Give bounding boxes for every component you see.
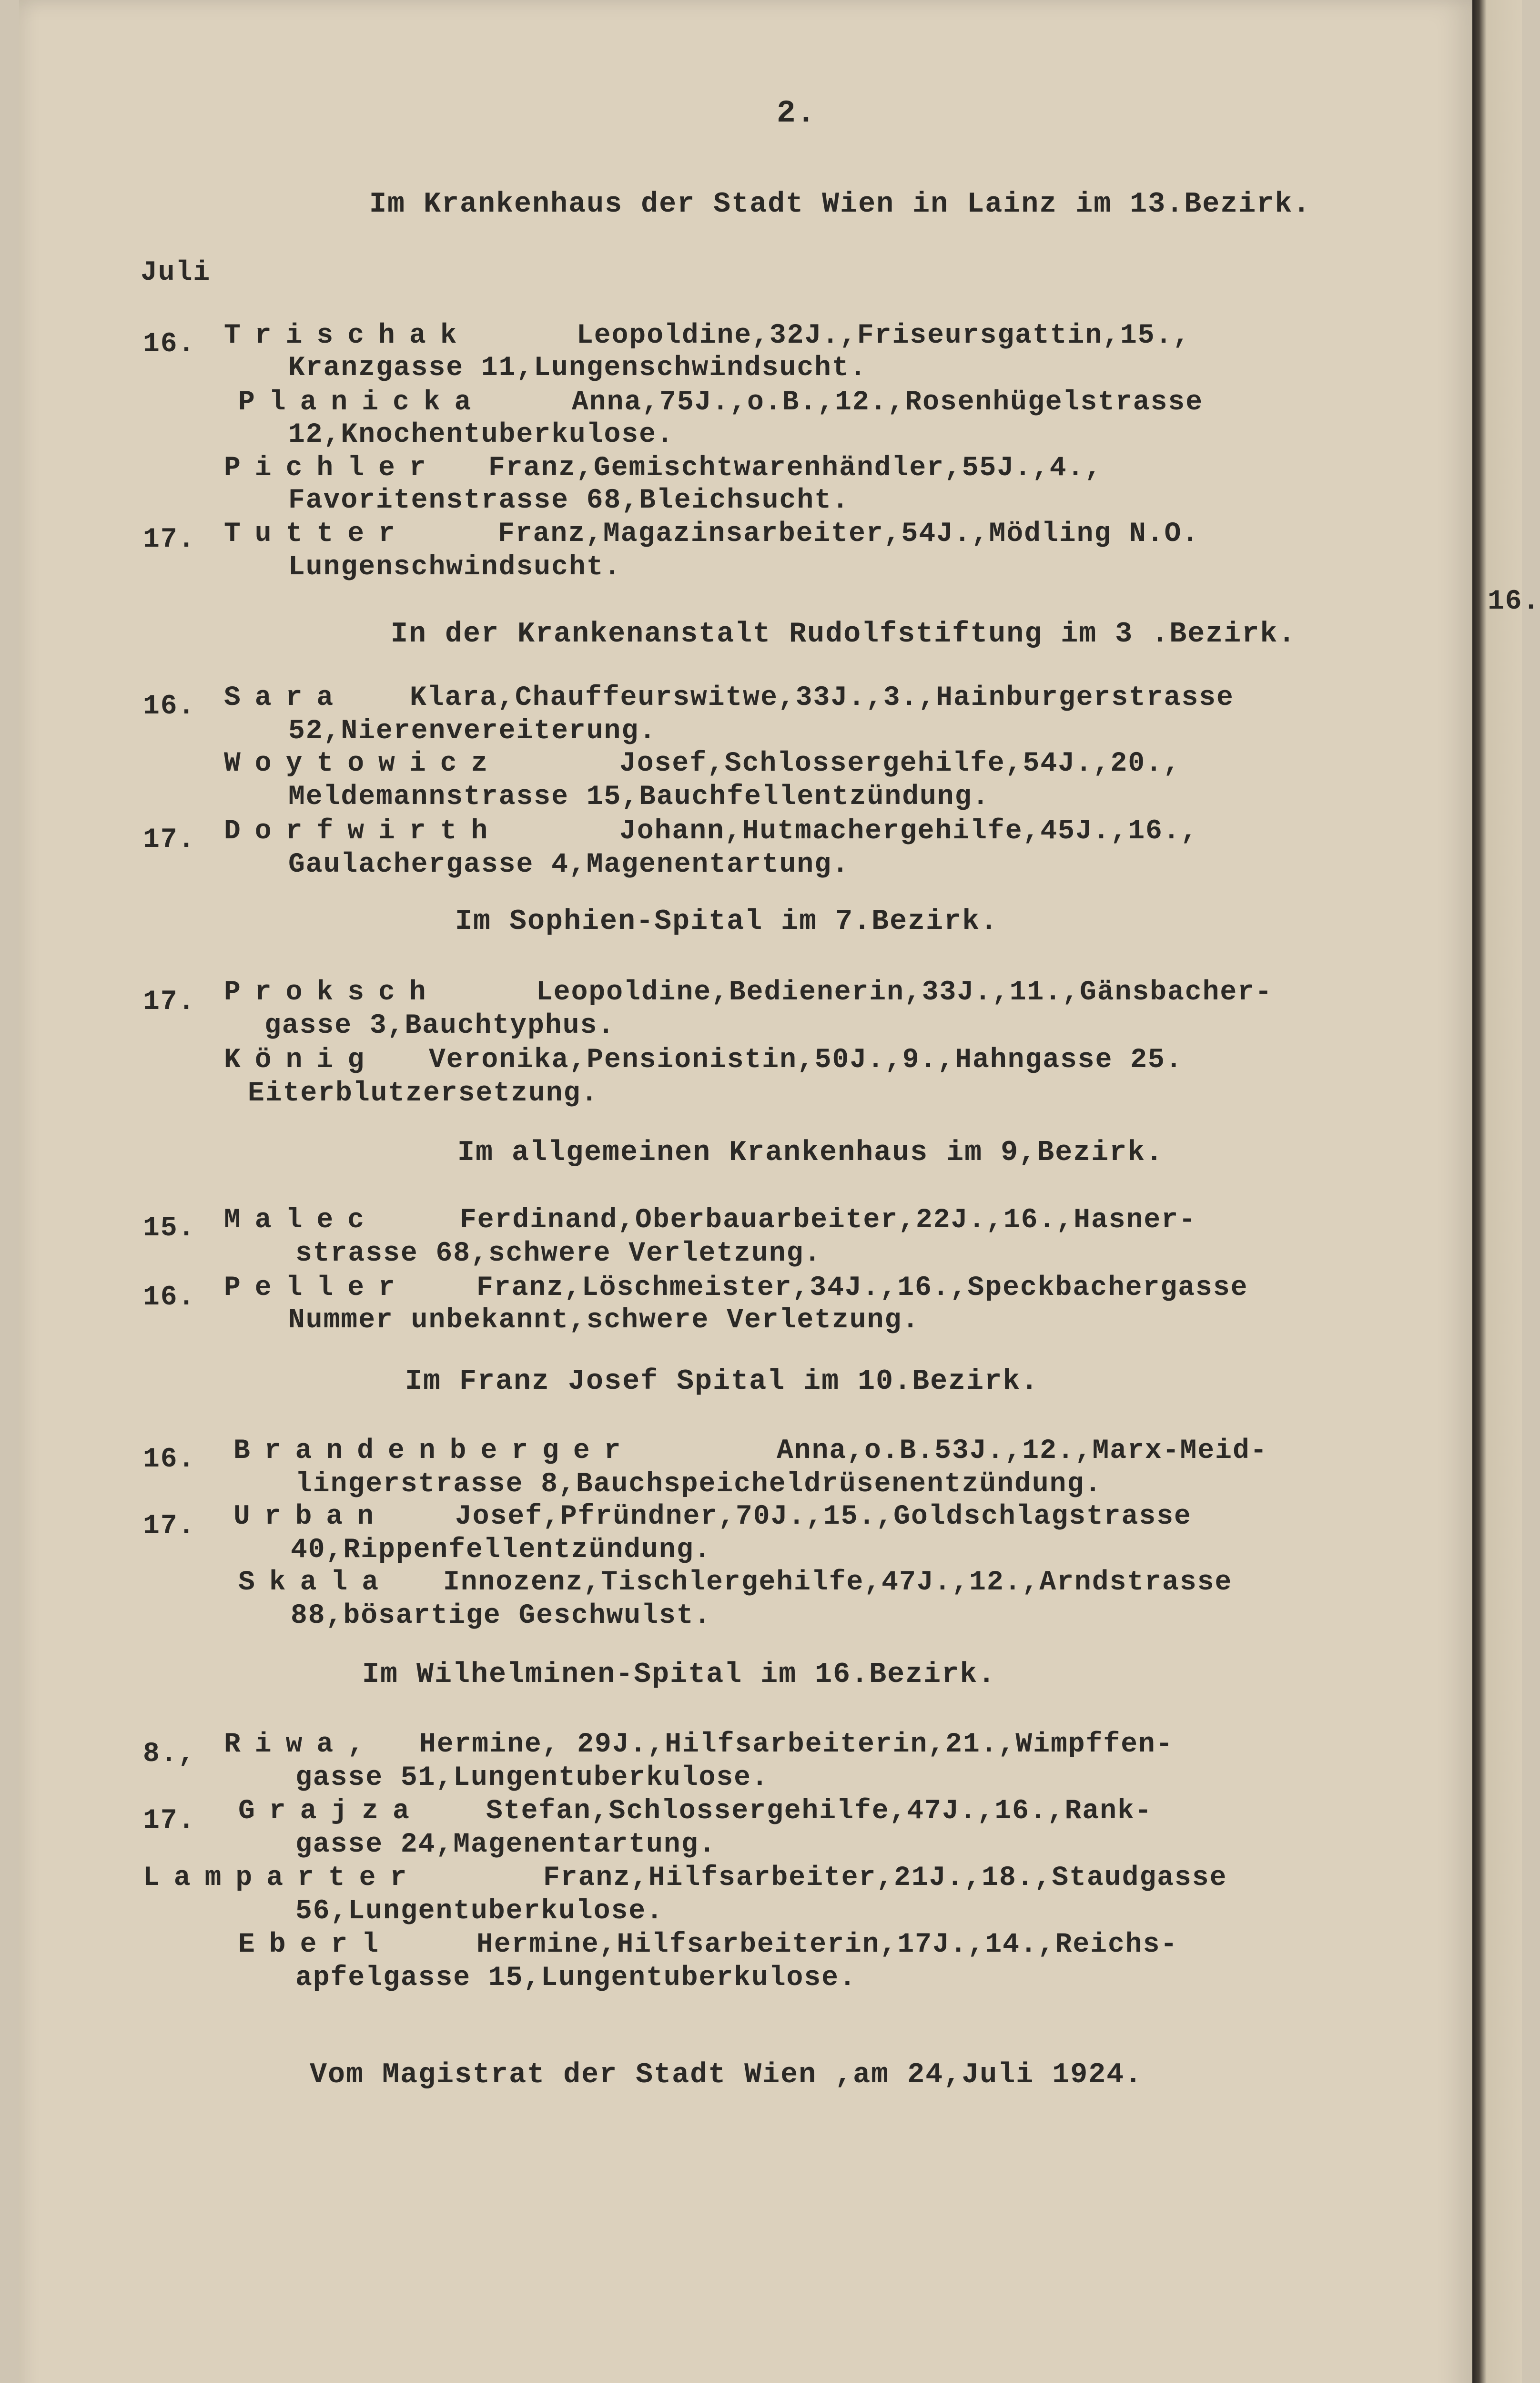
entry-details: Stefan,Schlossergehilfe,47J.,16.,Rank- [486, 1796, 1153, 1827]
entry-day: 17. [143, 825, 196, 855]
entry-details-cont: strasse 68,schwere Verletzung. [295, 1238, 822, 1269]
entry-day: 15. [143, 1213, 196, 1244]
entry-day: 16. [143, 691, 196, 722]
entry-details: Hermine, 29J.,Hilfsarbeiterin,21.,Wimpffen- [419, 1729, 1174, 1760]
entry-details: Ferdinand,Oberbauarbeiter,22J.,16.,Hasner- [460, 1205, 1196, 1236]
entry-name: Brandenberger [233, 1436, 635, 1466]
section-heading-rudolfstiftung: In der Krankenanstalt Rudolfstiftung im 3 .Bezirk. [391, 618, 1297, 651]
entry-details: Anna,o.B.53J.,12.,Marx-Meid- [777, 1436, 1268, 1466]
entry-details-cont: Favoritenstrasse 68,Bleichsucht. [288, 485, 850, 516]
entry-details-cont: 12,Knochentuberkulose. [288, 419, 674, 450]
entry-name: Urban [233, 1501, 388, 1532]
entry-name: Riwa, [224, 1729, 379, 1760]
entry-details: Innozenz,Tischlergehilfe,47J.,12.,Arndstrasse [443, 1567, 1233, 1598]
entry-name: Eberl [238, 1929, 393, 1960]
entry-details-cont: lingerstrasse 8,Bauchspeicheldrüsenentzündung. [295, 1469, 1103, 1500]
entry-details: Anna,75J.,o.B.,12.,Rosenhügelstrasse [572, 387, 1204, 418]
entry-details-cont: 56,Lungentuberkulose. [295, 1896, 664, 1927]
entry-details-cont: gasse 51,Lungentuberkulose. [295, 1762, 769, 1793]
entry-day: 17. [143, 524, 196, 555]
entry-details: Franz,Magazinsarbeiter,54J.,Mödling N.O. [498, 519, 1200, 550]
entry-day: 17. [143, 987, 196, 1018]
entry-details: Hermine,Hilfsarbeiterin,17J.,14.,Reichs- [476, 1929, 1178, 1960]
adjacent-page-edge [1472, 0, 1522, 2383]
entry-details-cont: Kranzgasse 11,Lungenschwindsucht. [288, 353, 867, 384]
entry-details: Leopoldine,32J.,Friseursgattin,15., [577, 320, 1191, 351]
entry-name: Proksch [224, 977, 440, 1008]
entry-details-cont: gasse 24,Magenentartung. [295, 1829, 717, 1860]
entry-details-cont: Gaulachergasse 4,Magenentartung. [288, 849, 850, 880]
entry-day: 8., [143, 1739, 196, 1770]
entry-day: 16. [143, 329, 196, 360]
entry-details-cont: gasse 3,Bauchtyphus. [264, 1010, 616, 1041]
entry-details: Franz,Hilfsarbeiter,21J.,18.,Staudgasse [543, 1863, 1227, 1894]
entry-details: Josef,Pfründner,70J.,15.,Goldschlagstrasse [455, 1501, 1192, 1532]
closing-line: Vom Magistrat der Stadt Wien ,am 24,Juli 1924. [310, 2059, 1143, 2091]
entry-details-cont: 88,bösartige Geschwulst. [291, 1600, 712, 1631]
entry-details-cont: 40,Rippenfellentzündung. [291, 1535, 712, 1566]
entry-details-cont: Eiterblutzersetzung. [248, 1078, 599, 1109]
margin-note: 16. [1488, 586, 1540, 617]
entry-day: 17. [143, 1805, 196, 1836]
entry-details: Leopoldine,Bedienerin,33J.,11.,Gänsbacher- [536, 977, 1273, 1008]
entry-name: Dorfwirth [224, 816, 502, 847]
entry-details-cont: 52,Nierenvereiterung. [288, 716, 657, 747]
entry-name: Malec [224, 1205, 379, 1236]
entry-details: Franz,Löschmeister,34J.,16.,Speckbachergasse [476, 1273, 1248, 1304]
section-heading-lainz: Im Krankenhaus der Stadt Wien in Lainz im 13.Bezirk. [369, 188, 1311, 221]
entry-day: 17. [143, 1511, 196, 1542]
entry-name: Grajza [238, 1796, 424, 1827]
entry-name: Planicka [238, 387, 486, 418]
month-label: Juli [141, 257, 211, 288]
entry-name: Trischak [224, 320, 471, 351]
entry-details: Josef,Schlossergehilfe,54J.,20., [619, 748, 1181, 779]
entry-day: 16. [143, 1282, 196, 1313]
entry-details-cont: Meldemannstrasse 15,Bauchfellentzündung. [288, 782, 990, 813]
entry-name: Tutter [224, 519, 409, 550]
entry-name: Peller [224, 1273, 409, 1304]
entry-name: Lamparter [143, 1863, 421, 1894]
entry-details-cont: Lungenschwindsucht. [288, 552, 622, 583]
section-heading-franz-josef-spital: Im Franz Josef Spital im 10.Bezirk. [405, 1365, 1039, 1398]
section-heading-wilhelminen-spital: Im Wilhelminen-Spital im 16.Bezirk. [362, 1659, 996, 1691]
entry-details: Franz,Gemischtwarenhändler,55J.,4., [488, 453, 1103, 484]
entry-name: König [224, 1045, 379, 1076]
entry-details-cont: apfelgasse 15,Lungentuberkulose. [295, 1963, 857, 1994]
entry-name: Woytowicz [224, 748, 502, 779]
entry-name: Skala [238, 1567, 393, 1598]
entry-details-cont: Nummer unbekannt,schwere Verletzung. [288, 1305, 920, 1336]
entry-name: Sara [224, 682, 348, 713]
section-heading-sophien-spital: Im Sophien-Spital im 7.Bezirk. [455, 906, 999, 938]
entry-details: Veronika,Pensionistin,50J.,9.,Hahngasse 25. [429, 1045, 1183, 1076]
entry-name: Pichler [224, 453, 440, 484]
entry-day: 16. [143, 1444, 196, 1475]
page-number: 2. [777, 95, 817, 131]
entry-details: Johann,Hutmachergehilfe,45J.,16., [619, 816, 1198, 847]
entry-details: Klara,Chauffeurswitwe,33J.,3.,Hainburgerstrasse [410, 682, 1234, 713]
section-heading-allgemeines-krankenhaus: Im allgemeinen Krankenhaus im 9,Bezirk. [457, 1137, 1164, 1169]
